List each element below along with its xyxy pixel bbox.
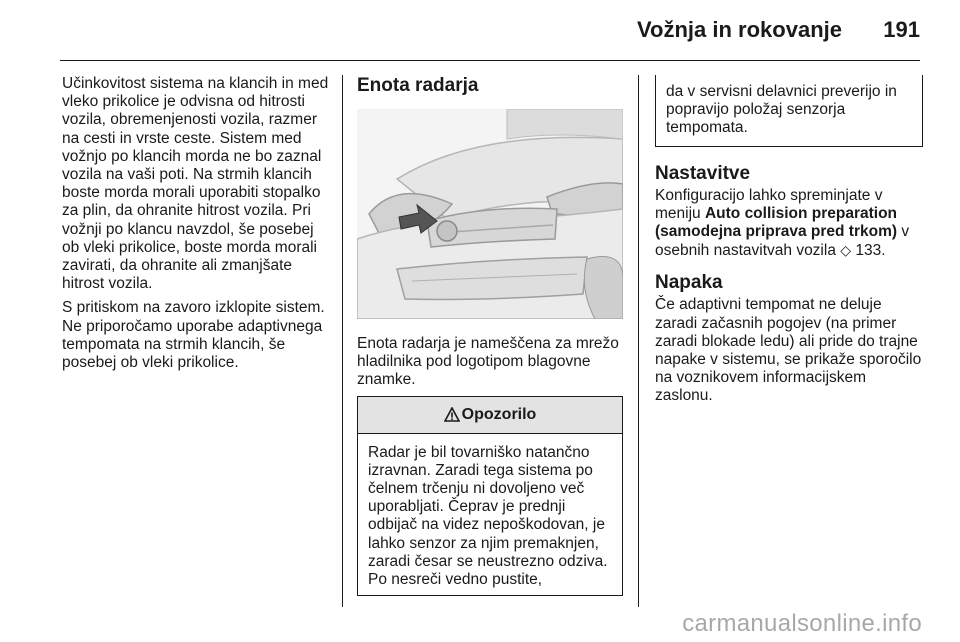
- settings-text-after: v osebnih nastavitvah vozila: [655, 223, 910, 260]
- page-number: 191: [883, 17, 920, 42]
- header-rule: [60, 60, 920, 61]
- page-ref: 133.: [855, 242, 886, 260]
- warning-header: [358, 397, 622, 434]
- page-header: [0, 0, 960, 60]
- fault-text: Če adaptivni tempomat ne deluje zaradi začasnih pogojev (na primer zaradi blokade ledu) ali pride do trajne napake v sistemu, se prikaže sporočilo na voznikovem informacijskem zaslonu.: [655, 296, 922, 405]
- page-ref-arrow-icon: ◇: [840, 242, 852, 259]
- fault-section: [655, 272, 923, 405]
- column-1: [62, 75, 330, 378]
- section-heading-radar-unit: Enota radarja: [357, 75, 479, 96]
- warning-box: [357, 396, 623, 597]
- settings-text-before: Konfiguracijo lahko spreminjate v meniju: [655, 186, 883, 222]
- warning-triangle-icon: [444, 407, 460, 423]
- column-divider: [638, 75, 639, 607]
- figure-caption: Enota radarja je nameščena za mrežo hladilnika pod logotipom blagovne znamke.: [357, 335, 619, 389]
- section-heading-fault: Napaka: [655, 272, 723, 294]
- menu-name: Auto collision preparation (samodejna priprava pred trkom): [655, 204, 898, 241]
- column-2: [357, 75, 623, 596]
- warning-box-continued: da v servisni delavnici preverijo in popravijo položaj senzorja tempomata.: [655, 75, 923, 147]
- car-front-illustration: [357, 109, 623, 319]
- paragraph: S pritiskom na zavoro izklopite sistem. Ne priporočamo uporabe adaptivnega tempomata na strmih klancih, še posebej ob vleki prikolice.: [62, 299, 325, 372]
- column-3: [655, 75, 923, 418]
- warning-title: Opozorilo: [461, 405, 537, 423]
- paragraph: Učinkovitost sistema na klancih in med vleko prikolice je odvisna od hitrosti vozila, obremenjenosti vozila, razmer na cesti in vrste ceste. Sistem med vožnjo po klancih morda ne bo zaznal vozila na vaši poti. Na strmih klancih boste morda morali uporabiti stopalko za plin, da ohranite hitrost vozila. Pri vožnji po klancu navzdol, še posebej ob vleki prikolice, boste morda morali zavirati, da ohranite ali zmanjšate hitrost vozila.: [62, 75, 329, 293]
- car-front-drawing: [357, 109, 623, 319]
- warning-body: Radar je bil tovarniško natančno izravnan. Zaradi tega sistema po čelnem trčenju ni dovoljeno več uporabljati. Čeprav je prednji odbijač na videz nepoškodovan, je lahko senzor za njim premaknjen, zaradi česar se neustrezno odziva. Po nesreči vedno pustite,: [368, 443, 608, 589]
- column-divider: [342, 75, 343, 607]
- settings-section: [655, 163, 923, 261]
- settings-text: [655, 187, 923, 261]
- section-heading-settings: Nastavitve: [655, 162, 751, 184]
- header-title: Vožnja in rokovanje: [637, 17, 842, 42]
- watermark: carmanualsonline.info: [682, 610, 922, 637]
